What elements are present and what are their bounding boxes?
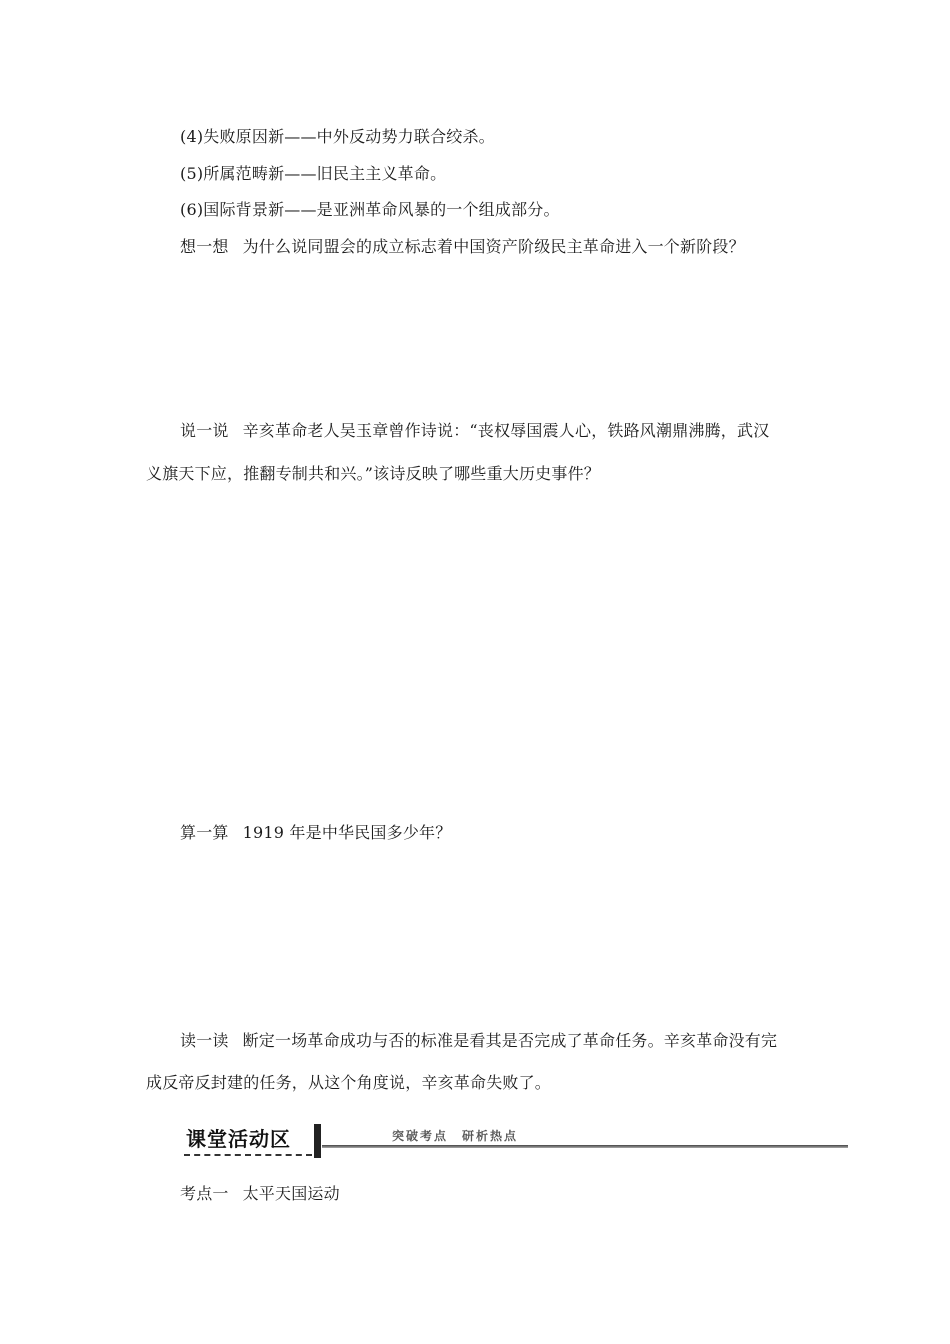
think-label: 想一想 [180,237,229,256]
calc-question [180,822,451,844]
banner-dashed-underline [184,1154,312,1156]
read-label: 读一读 [180,1031,229,1050]
say-question-line-1 [180,420,769,442]
read-passage-line-2: 成反帝反封建的任务，从这个角度说，辛亥革命失败了。 [146,1073,552,1092]
read-text-1: 断定一场革命成功与否的标准是看其是否完成了革命任务。辛亥革命没有完 [242,1031,778,1050]
section-banner [180,1124,850,1160]
banner-subtitle: 突破考点 研析热点 [392,1129,519,1143]
read-passage-line-1 [180,1030,777,1052]
exam-point-text: 太平天国运动 [242,1184,340,1203]
say-question-line-2: 义旗天下应，推翻专制共和兴。”该诗反映了哪些重大历史事件？ [146,464,600,483]
banner-rule [322,1145,848,1148]
item-4: (4)失败原因新——中外反动势力联合绞杀。 [180,127,495,146]
exam-point-heading [180,1183,340,1205]
say-label: 说一说 [180,421,229,440]
item-5: (5)所属范畴新——旧民主主义革命。 [180,164,447,183]
think-text: 为什么说同盟会的成立标志着中国资产阶级民主革命进入一个新阶段？ [242,237,745,256]
banner-title: 课堂活动区 [186,1127,291,1151]
calc-text: 1919 年是中华民国多少年？ [242,823,452,842]
exam-point-label: 考点一 [180,1184,229,1203]
item-6: (6)国际背景新——是亚洲革命风暴的一个组成部分。 [180,200,560,219]
calc-label: 算一算 [180,823,229,842]
say-text-1: 辛亥革命老人吴玉章曾作诗说：“丧权辱国震人心，铁路风潮鼎沸腾，武汉 [242,421,770,440]
think-question [180,236,745,258]
banner-divider-bar [314,1124,321,1158]
